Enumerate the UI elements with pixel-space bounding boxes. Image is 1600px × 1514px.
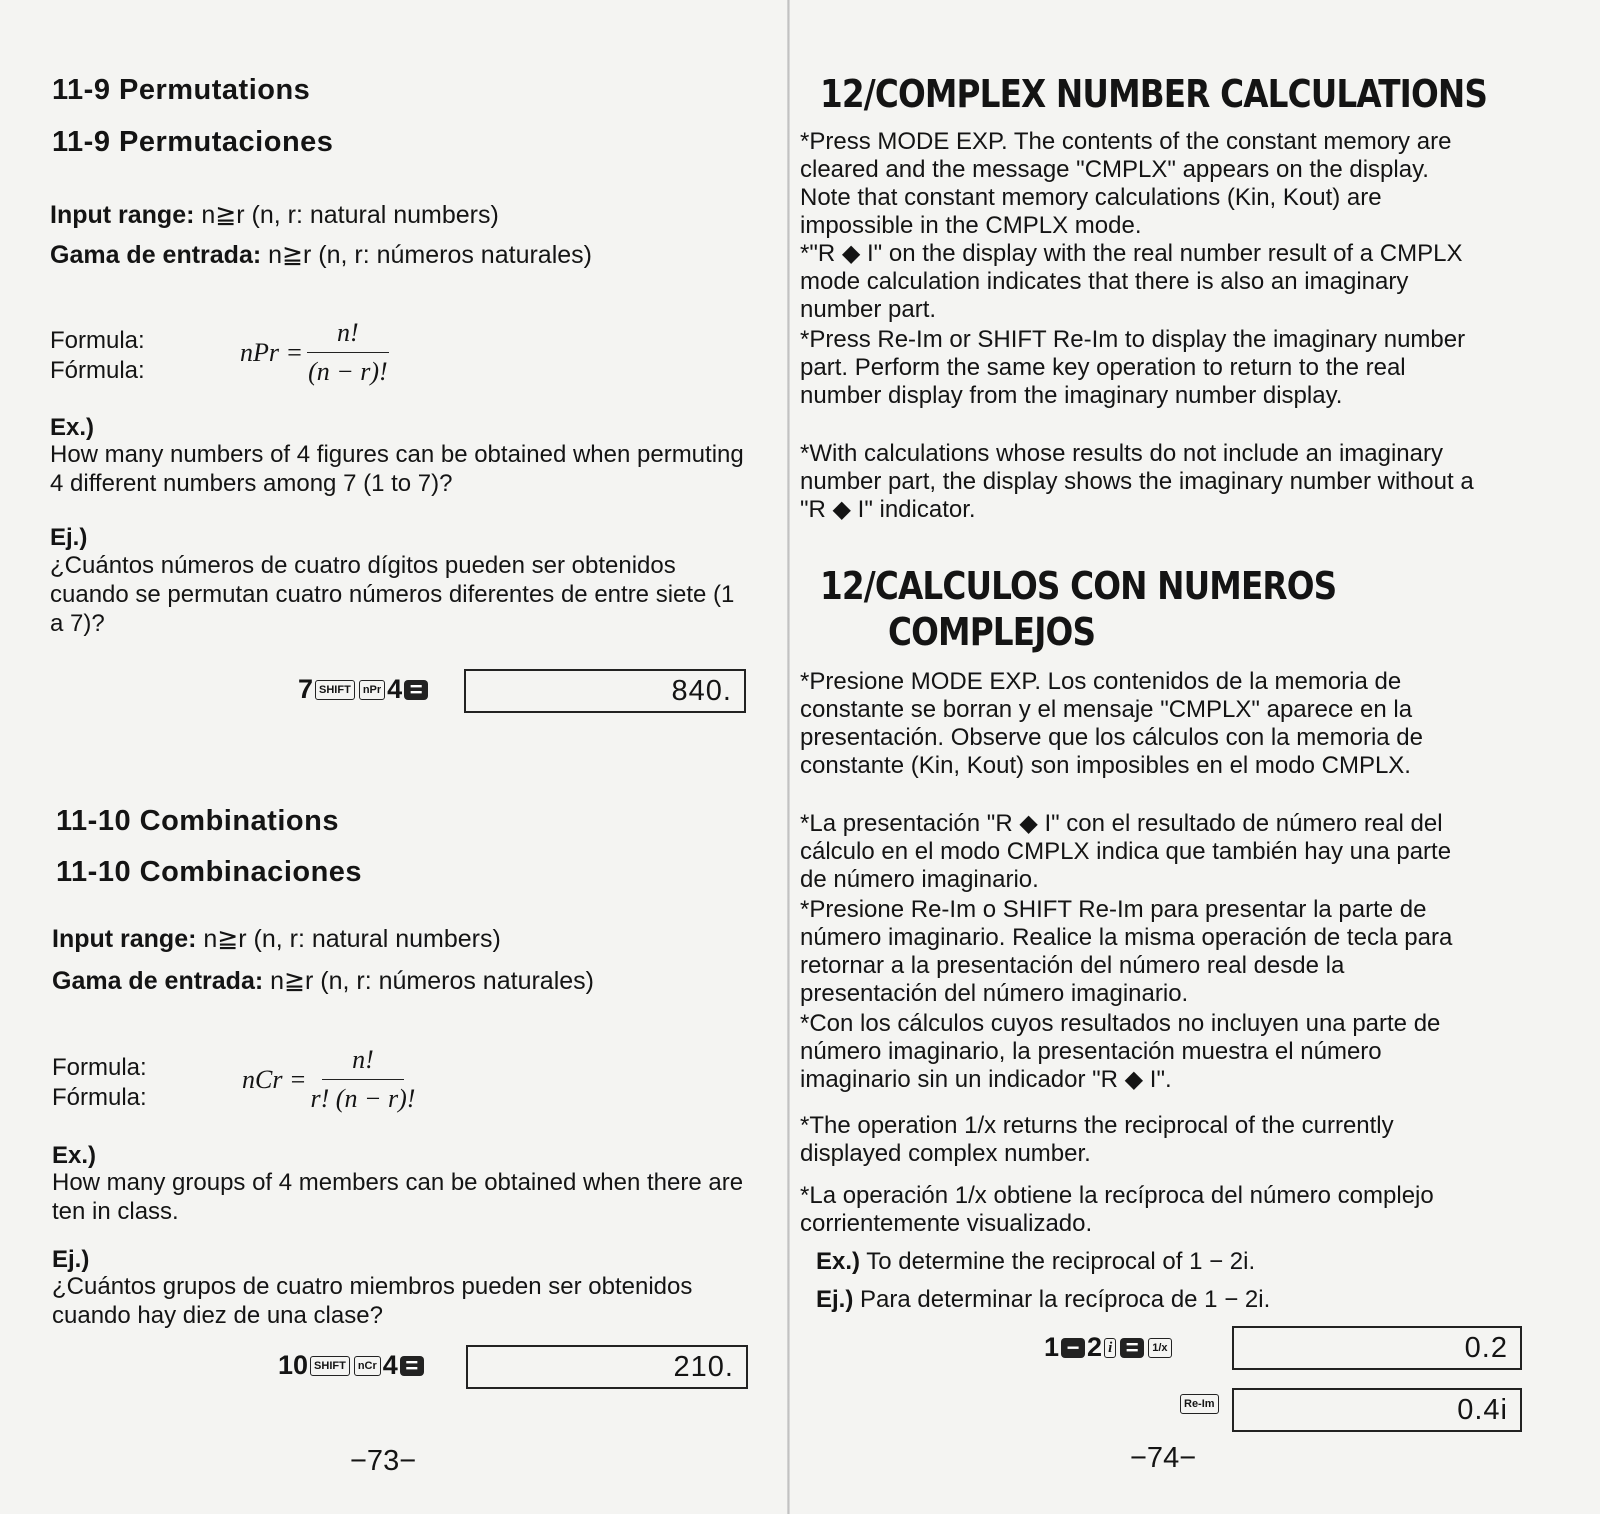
ex-label: Ex.) [816, 1248, 861, 1275]
key-digit: 2 [1087, 1332, 1103, 1362]
range-text: n≧r (n, r: números naturales) [268, 241, 592, 269]
permutations-key-sequence [298, 674, 430, 705]
page-73 [0, 0, 790, 1514]
right-example-en [816, 1248, 1255, 1276]
chapter-title-es-line2: COMPLEJOS [888, 610, 1096, 654]
shift-key: SHIFT [310, 1356, 350, 1376]
combinations-key-sequence [278, 1350, 426, 1381]
permutations-ej-label: Ej.) [50, 524, 88, 551]
range-label: Input range: [52, 925, 197, 953]
right-example-es [816, 1286, 1270, 1314]
permutations-formula-labels [50, 326, 145, 386]
re-im-key-sequence [1178, 1394, 1221, 1414]
permutations-title-es: 11-9 Permutaciones [52, 126, 334, 158]
formula-label-en: Formula: [50, 327, 145, 354]
es-paragraph-4: *Con los cálculos cuyos resultados no incluyen una parte de número imaginario, la presentación muestra el número imaginario sin un indicador "R ◆ I". [800, 1010, 1441, 1093]
range-text: n≧r (n, r: natural numbers) [201, 201, 499, 229]
combinations-range-es [52, 966, 594, 996]
formula-label-es: Fórmula: [52, 1084, 147, 1111]
npr-key: nPr [359, 680, 385, 700]
formula-label-es: Fórmula: [50, 357, 145, 384]
formula-denominator: (n − r)! [308, 357, 388, 386]
en-paragraph-1: *Press MODE EXP. The contents of the constant memory are cleared and the message "CMPLX" appears on the display. Note that constant memory calculations (Kin, Kout) are impossible in the CMPLX mode. [800, 128, 1452, 239]
combinations-title-es: 11-10 Combinaciones [56, 856, 363, 888]
re-im-key: Re-Im [1180, 1394, 1219, 1414]
reciprocal-note-en: *The operation 1/x returns the reciprocal of the currently displayed complex number. [800, 1112, 1394, 1167]
permutations-ej-text: ¿Cuántos números de cuatro dígitos pueden ser obtenidos cuando se permutan cuatro números diferentes de entre siete (1 a 7)? [50, 552, 735, 637]
es-paragraph-3: *Presione Re-Im o SHIFT Re-Im para presentar la parte de número imaginario. Realice la misma operación de tecla para retornar a la presentación del número real desde la presentación del número imaginario. [800, 896, 1453, 1007]
formula-fraction [311, 1045, 416, 1114]
range-label: Gama de entrada: [50, 241, 262, 269]
range-text: n≧r (n, r: números naturales) [270, 967, 594, 995]
key-digit: 10 [278, 1350, 309, 1380]
en-paragraph-2: *"R ◆ I" on the display with the real number result of a CMPLX mode calculation indicates that there is also an imaginary number part. [800, 240, 1463, 323]
ej-label: Ej.) [816, 1286, 854, 1313]
key-digit: 1 [1044, 1332, 1060, 1362]
range-text: n≧r (n, r: natural numbers) [203, 925, 501, 953]
key-digit: 7 [298, 674, 314, 704]
equals-key: = [1120, 1338, 1144, 1358]
ej-text: Para determinar la recíproca de 1 − 2i. [860, 1286, 1271, 1313]
formula-lhs: nCr = [242, 1064, 307, 1094]
key-digit: 4 [382, 1350, 398, 1380]
combinations-result-display: 210. [466, 1345, 748, 1389]
combinations-ej-label: Ej.) [52, 1246, 90, 1273]
page-number-74: −74− [1130, 1442, 1197, 1474]
combinations-formula [242, 1045, 415, 1114]
reciprocal-result-display: 0.2 [1232, 1326, 1522, 1370]
permutations-result-display: 840. [464, 669, 746, 713]
reciprocal-note-es: *La operación 1/x obtiene la recíproca del número complejo corrientemente visualizado. [800, 1182, 1434, 1237]
combinations-ej-text: ¿Cuántos grupos de cuatro miembros pueden ser obtenidos cuando hay diez de una clase? [52, 1273, 693, 1329]
imaginary-key: i [1104, 1338, 1116, 1358]
permutations-ex-text: How many numbers of 4 figures can be obtained when permuting 4 different numbers among 7 (1 to 7)? [50, 441, 744, 497]
equals-key: = [404, 680, 428, 700]
es-paragraph-2: *La presentación "R ◆ I" con el resultado de número real del cálculo en el modo CMPLX indica que también hay una parte de número imaginario. [800, 810, 1452, 893]
ncr-key: nCr [354, 1356, 381, 1376]
key-digit: 4 [387, 674, 403, 704]
permutations-title-en: 11-9 Permutations [52, 74, 311, 106]
equals-key: = [400, 1356, 424, 1376]
range-label: Input range: [50, 201, 195, 229]
page-number-73: −73− [350, 1445, 417, 1477]
range-label: Gama de entrada: [52, 967, 264, 995]
chapter-title-es-line1: 12/CALCULOS CON NUMEROS [820, 564, 1337, 608]
reciprocal-key: 1/x [1148, 1338, 1171, 1358]
formula-denominator: r! (n − r)! [310, 1084, 416, 1113]
combinations-ex-text: How many groups of 4 members can be obtained when there are ten in class. [52, 1169, 744, 1225]
ex-text: To determine the reciprocal of 1 − 2i. [866, 1248, 1256, 1275]
minus-key: − [1061, 1338, 1085, 1358]
combinations-formula-labels [52, 1053, 147, 1113]
imaginary-result-display: 0.4i [1232, 1388, 1522, 1432]
formula-numerator: n! [307, 318, 389, 353]
formula-numerator: n! [322, 1045, 404, 1080]
permutations-ex-label: Ex.) [50, 414, 95, 441]
combinations-title-en: 11-10 Combinations [56, 805, 339, 837]
formula-lhs: nPr = [240, 337, 304, 367]
en-paragraph-3: *Press Re-Im or SHIFT Re-Im to display the imaginary number part. Perform the same key operation to return to the real number display from the imaginary number display. [800, 326, 1466, 409]
combinations-range-en [52, 924, 501, 954]
permutations-range-en [50, 200, 499, 230]
formula-label-en: Formula: [52, 1054, 147, 1081]
chapter-title-en: 12/COMPLEX NUMBER CALCULATIONS [820, 72, 1488, 116]
permutations-range-es [50, 240, 592, 270]
formula-fraction [307, 318, 389, 387]
reciprocal-key-sequence [1044, 1332, 1174, 1363]
en-paragraph-4: *With calculations whose results do not include an imaginary number part, the display shows the imaginary number without a "R ◆ I" indicator. [800, 440, 1474, 523]
es-paragraph-1: *Presione MODE EXP. Los contenidos de la memoria de constante se borran y el mensaje "CMPLX" aparece en la presentación. Observe que los cálculos con la memoria de constante (Kin, Kout) son imposibles en el modo CMPLX. [800, 668, 1423, 779]
shift-key: SHIFT [315, 680, 355, 700]
combinations-ex-label: Ex.) [52, 1142, 97, 1169]
permutations-formula [240, 318, 389, 387]
